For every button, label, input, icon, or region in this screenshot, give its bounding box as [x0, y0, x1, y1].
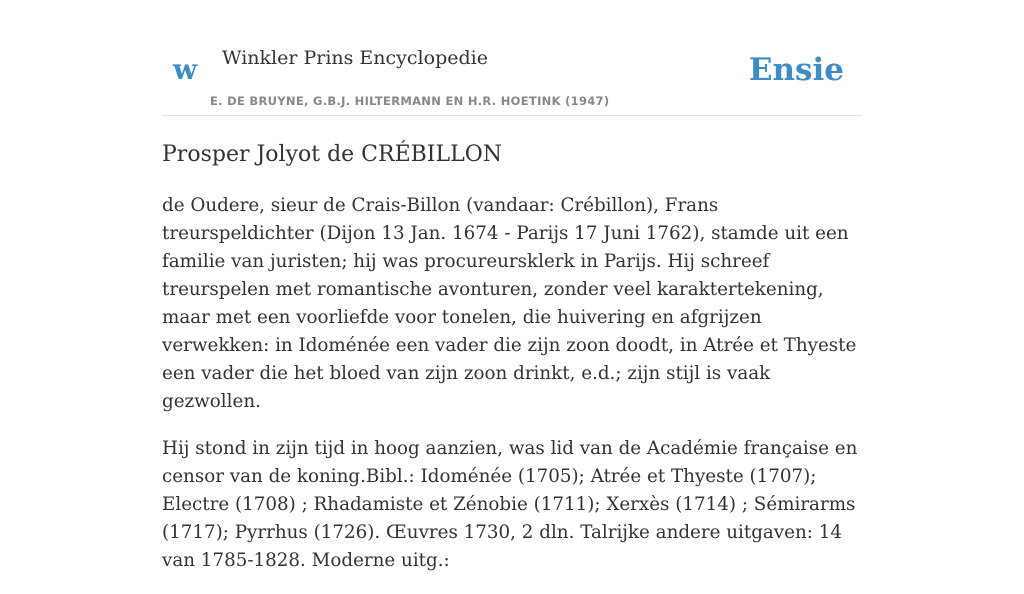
- article-paragraph: Hij stond in zijn tijd in hoog aanzien, was lid van de Académie française en censor van de koning.Bibl.: Idoménée (1705); Atrée et Thyeste (1707); Electre (1708) ; Rhadamiste et Zénobie (1711); Xerxès (1714) ; Sémirarms (1717); Pyrrhus (1726). Œuvres 1730, 2 dln. Talrijke andere uitgaven: 14 van 1785-1828. Moderne uitg.:: [162, 438, 858, 571]
- source-authors: E. DE BRUYNE, G.B.J. HILTERMANN EN H.R. HOETINK (1947): [210, 94, 610, 108]
- article-body: [162, 192, 864, 594]
- source-header: [162, 38, 862, 116]
- brand-logo[interactable]: Ensie: [748, 52, 844, 88]
- article-paragraph: de Oudere, sieur de Crais-Billon (vandaar: Crébillon), Frans treurspeldichter (Dijon 13 Jan. 1674 - Parijs 17 Juni 1762), stamde uit een familie van juristen; hij was procureursklerk in Parijs. Hij schreef treurspelen met romantische avonturen, zonder veel karaktertekening, maar met een voorliefde voor tonelen, die huivering en afgrijzen verwekken: in Idoménée een vader die zijn zoon doodt, in Atrée et Thyeste een vader die het bloed van zijn zoon drinkt, e.d.; zijn stijl is vaak gezwollen.: [162, 195, 857, 412]
- article-title: Prosper Jolyot de CRÉBILLON: [162, 142, 502, 167]
- source-title[interactable]: Winkler Prins Encyclopedie: [222, 47, 488, 69]
- source-logo[interactable]: w: [173, 53, 198, 86]
